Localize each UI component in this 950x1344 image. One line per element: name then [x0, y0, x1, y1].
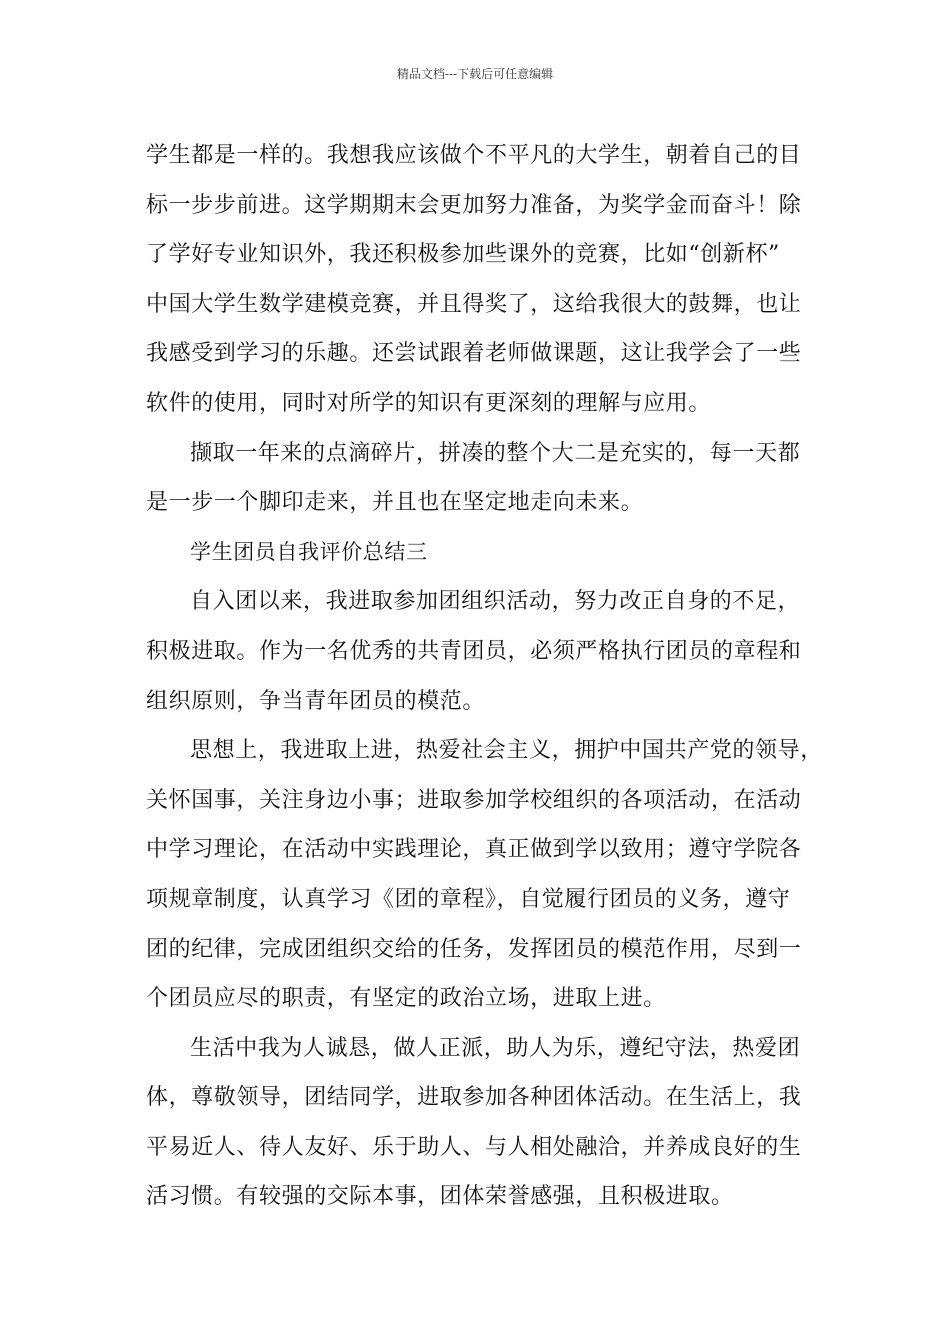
text-line: 学生都是一样的。我想我应该做个不平凡的大学生，朝着自己的目: [146, 143, 802, 168]
text-line: 体，尊敬领导，团结同学，进取参加各种团体活动。在生活上，我: [146, 1085, 802, 1111]
page-header: 精品文档---下载后可任意编辑: [396, 67, 554, 81]
text-line: 软件的使用，同时对所学的知识有更深刻的理解与应用。: [146, 390, 712, 416]
text-line: 个团员应尽的职责，有坚定的政治立场，进取上进。: [146, 986, 666, 1012]
paragraph-first-line: 生活中我为人诚恳，做人正派，助人为乐，遵纪守法，热爱团: [190, 1035, 801, 1061]
section-heading: 学生团员自我评价总结三: [190, 539, 428, 564]
text-line: 积极进取。作为一名优秀的共青团员，必须严格执行团员的章程和: [146, 638, 802, 664]
paragraph-first-line: 思想上，我进取上进，热爱社会主义，拥护中国共产党的领导，: [190, 738, 823, 764]
text-line: 中学习理论，在活动中实践理论，真正做到学以致用；遵守学院各: [146, 837, 802, 863]
text-line: 中国大学生数学建模竞赛，并且得奖了，这给我很大的鼓舞，也让: [146, 291, 802, 317]
text-line: 活习惯。有较强的交际本事，团体荣誉感强，且积极进取。: [146, 1184, 734, 1210]
paragraph-first-line: 撷取一年来的点滴碎片，拼凑的整个大二是充实的，每一天都: [190, 440, 801, 466]
text-line: 我感受到学习的乐趣。还尝试跟着老师做课题，这让我学会了一些: [146, 341, 802, 367]
text-line: 关怀国事，关注身边小事；进取参加学校组织的各项活动，在活动: [146, 787, 802, 813]
text-line: 团的纪律，完成团组织交给的任务，发挥团员的模范作用，尽到一: [146, 936, 802, 962]
document-body: [146, 131, 826, 1222]
text-line: 平易近人、待人友好、乐于助人、与人相处融洽，并养成良好的生: [146, 1134, 802, 1160]
paragraph-first-line: 自入团以来，我进取参加团组织活动，努力改正自身的不足，: [190, 589, 801, 615]
text-line: 组织原则，争当青年团员的模范。: [146, 688, 486, 714]
text-line: 了学好专业知识外，我还积极参加些课外的竞赛，比如“创新杯”: [146, 242, 780, 268]
text-line: 项规章制度，认真学习《团的章程》，自觉履行团员的义务，遵守: [146, 886, 791, 912]
text-line: 标一步步前进。这学期期末会更加努力准备，为奖学金而奋斗！除: [146, 192, 802, 218]
text-line: 是一步一个脚印走来，并且也在坚定地走向未来。: [146, 490, 644, 516]
